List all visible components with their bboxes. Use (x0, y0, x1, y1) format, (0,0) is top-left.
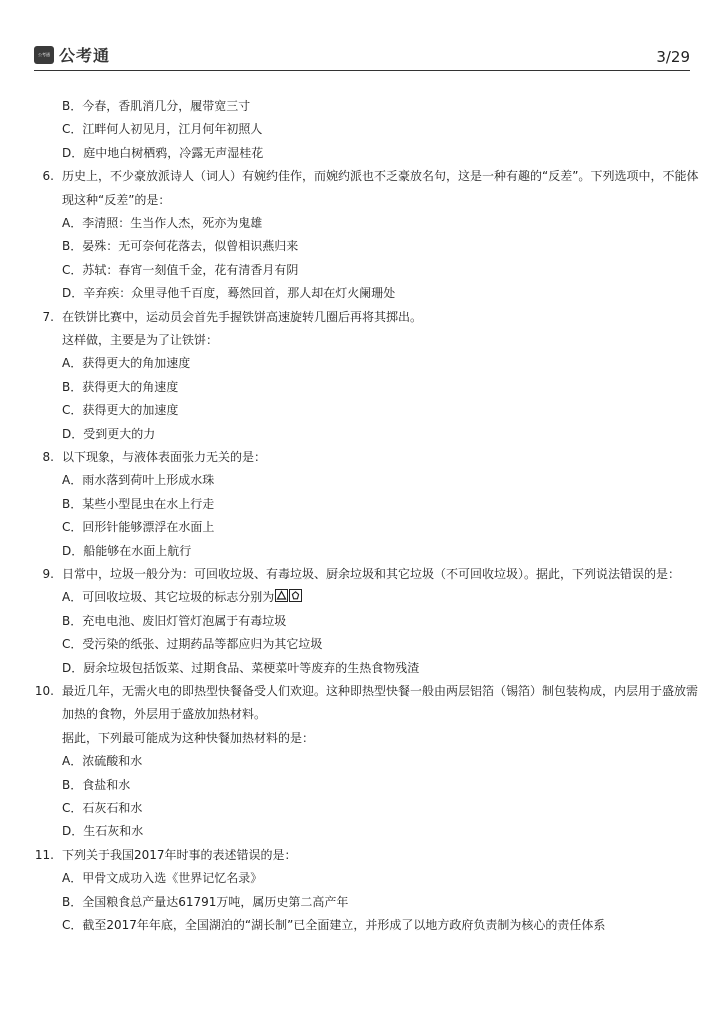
answer-option (62, 426, 155, 442)
answer-option (62, 519, 214, 535)
option-text: B．食盐和水 (62, 778, 131, 792)
question-text: 最近几年，无需火电的即热型快餐备受人们欢迎。这种即热型快餐一般由两层铝箔（锡箔）制包装构成，内层用于盛放需 (62, 684, 699, 698)
question-text: 下列关于我国2017年时事的表述错误的是： (62, 848, 297, 862)
brand-name: 公考通 (59, 46, 111, 65)
option-text: D．受到更大的力 (62, 427, 156, 441)
answer-option (62, 285, 395, 301)
option-text: C．苏轼：春宵一刻值千金，花有清香月有阴 (62, 263, 299, 277)
option-text: C．江畔何人初见月，江月何年初照人 (62, 122, 263, 136)
option-text: B．全国粮食总产量达61791万吨，属历史第二高产年 (62, 895, 349, 909)
option-text: C．回形针能够漂浮在水面上 (62, 520, 215, 534)
option-text: A．甲骨文成功入选《世界记忆名录》 (62, 871, 263, 885)
option-text: 据此，下列最可能成为这种快餐加热材料的是： (62, 731, 315, 745)
option-text: B．获得更大的角速度 (62, 380, 179, 394)
option-text: 加热的食物，外层用于盛放加热材料。 (62, 707, 267, 721)
answer-option (62, 355, 190, 371)
question-text-continued (62, 706, 266, 722)
question-text: 以下现象，与液体表面张力无关的是： (62, 450, 267, 464)
recyclable-symbol-icon (275, 589, 288, 602)
answer-option (62, 777, 130, 793)
option-text: D．船能够在水面上航行 (62, 544, 192, 558)
logo-small-text: 公考通 (38, 52, 50, 57)
answer-option (62, 823, 143, 839)
question-text: 历史上，不少豪放派诗人（词人）有婉约佳作，而婉约派也不乏豪放名句，这是一种有趣的“反差”。下列选项中，不能体 (62, 169, 699, 183)
question-text: 在铁饼比赛中，运动员会首先手握铁饼高速旋转几圈后再将其掷出。 (62, 310, 423, 324)
page-header (34, 40, 690, 71)
answer-option (62, 800, 142, 816)
option-text: 这样做，主要是为了让铁饼： (62, 333, 219, 347)
option-text: C．石灰石和水 (62, 801, 143, 815)
option-text: C．受污染的纸张、过期药品等都应归为其它垃圾 (62, 637, 323, 651)
option-text: B．今春，香肌消几分，履带宽三寸 (62, 99, 251, 113)
option-text: B．晏殊：无可奈何花落去，似曾相识燕归来 (62, 239, 299, 253)
question-text: 日常中，垃圾一般分为：可回收垃圾、有毒垃圾、厨余垃圾和其它垃圾（不可回收垃圾）。据此，下列说法错误的是： (62, 567, 681, 581)
option-text: D．庭中地白树栖鸦，冷露无声湿桂花 (62, 146, 264, 160)
question-number: 7. (42, 310, 54, 324)
question-number: 11. (34, 848, 54, 862)
answer-option (62, 121, 262, 137)
option-text: C．截至2017年年底，全国湖泊的“湖长制”已全面建立，并形成了以地方政府负责制为核心的责任体系 (62, 918, 606, 932)
answer-option (62, 543, 191, 559)
option-text: A．雨水落到荷叶上形成水珠 (62, 473, 215, 487)
answer-option (62, 238, 298, 254)
answer-option (62, 98, 250, 114)
option-text: A．可回收垃圾、其它垃圾的标志分别为 (62, 590, 275, 604)
answer-option (62, 917, 605, 933)
option-text: D．生石灰和水 (62, 824, 144, 838)
question-text-continued (62, 730, 314, 746)
answer-option (62, 589, 302, 605)
question-number: 6. (42, 169, 54, 183)
option-text: B．充电电池、废旧灯管灯泡属于有毒垃圾 (62, 614, 287, 628)
answer-option (62, 894, 348, 910)
answer-option (62, 262, 298, 278)
option-text: A．浓硫酸和水 (62, 754, 143, 768)
answer-option (62, 379, 178, 395)
answer-option (62, 613, 286, 629)
option-text: A．获得更大的角加速度 (62, 356, 191, 370)
question-number: 10. (34, 684, 54, 698)
option-text: D．辛弃疾：众里寻他千百度，蓦然回首，那人却在灯火阑珊处 (62, 286, 396, 300)
answer-option (62, 660, 419, 676)
option-text: 现这种“反差”的是： (62, 193, 171, 207)
question-number: 8. (42, 450, 54, 464)
answer-option (62, 496, 214, 512)
page-number: 3/29 (656, 48, 690, 66)
answer-option (62, 870, 262, 886)
question-text-continued (62, 332, 218, 348)
option-text: B．某些小型昆虫在水上行走 (62, 497, 215, 511)
option-text: C．获得更大的加速度 (62, 403, 179, 417)
question-text-continued (62, 192, 170, 208)
question-number: 9. (42, 567, 54, 581)
other-waste-symbol-icon (289, 589, 302, 602)
answer-option (62, 636, 322, 652)
answer-option (62, 472, 214, 488)
logo-icon (34, 46, 54, 64)
answer-option (62, 402, 178, 418)
option-text: A．李清照：生当作人杰，死亦为鬼雄 (62, 216, 263, 230)
answer-option (62, 753, 142, 769)
answer-option (62, 145, 263, 161)
option-text: D．厨余垃圾包括饭菜、过期食品、菜梗菜叶等废弃的生热食物残渣 (62, 661, 420, 675)
answer-option (62, 215, 262, 231)
